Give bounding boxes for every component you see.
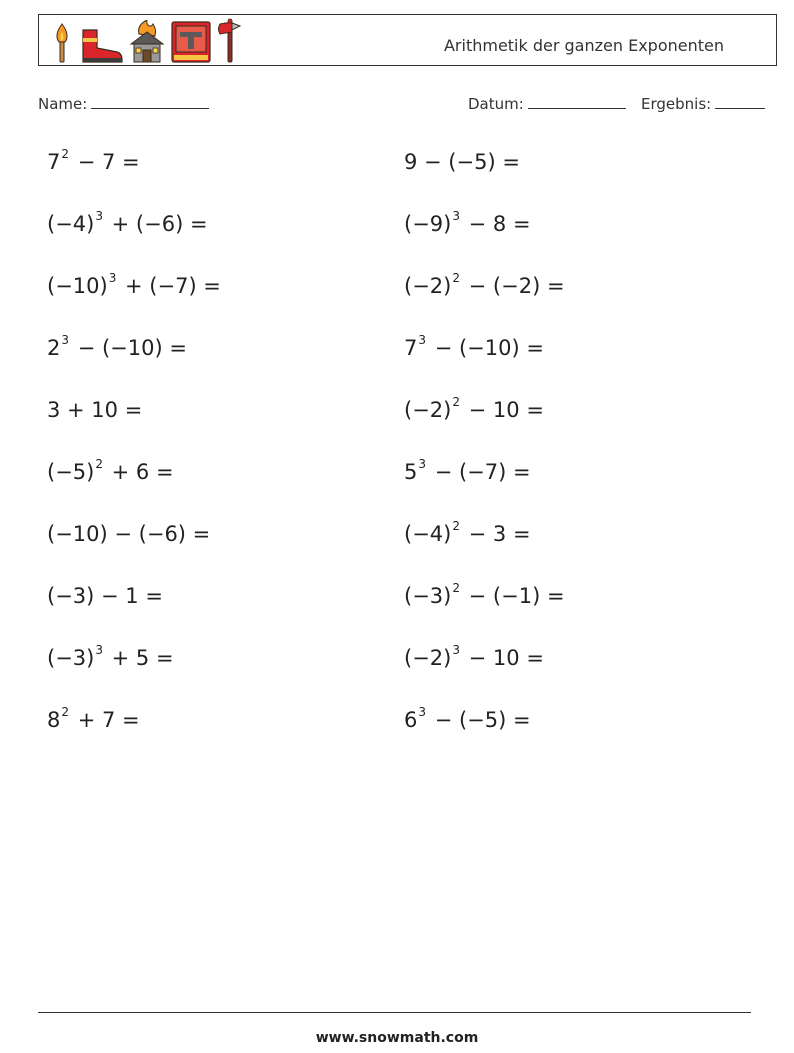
problem-item <box>47 705 140 732</box>
problem-row <box>47 202 767 264</box>
problem-rest: + 6 = <box>104 460 174 484</box>
problem-row <box>47 326 767 388</box>
problem-item <box>47 398 142 422</box>
fire-boot-icon <box>79 28 123 64</box>
problem-base: 7 <box>47 150 61 174</box>
problem-rest: + (−7) = <box>118 274 221 298</box>
result-label: Ergebnis: <box>641 95 712 113</box>
problem-item <box>404 705 531 732</box>
problem-rest: − (−7) = <box>428 460 531 484</box>
problem-base: 9 − (−5) = <box>404 150 520 174</box>
problem-item <box>404 643 544 670</box>
problem-exponent: 3 <box>108 271 117 285</box>
problem-item <box>47 209 208 236</box>
problem-exponent: 3 <box>95 209 103 223</box>
problem-base: (−4) <box>47 212 95 236</box>
problem-item <box>404 333 544 360</box>
problem-rest: − (−2) = <box>461 274 565 298</box>
problem-exponent: 3 <box>95 643 103 657</box>
problem-rest: − 3 = <box>461 522 531 546</box>
problem-rest: + 7 = <box>71 708 140 732</box>
problem-base: (−3) <box>47 646 95 670</box>
problem-item <box>47 522 210 546</box>
problem-exponent: 2 <box>452 271 460 285</box>
problem-base: (−3) − 1 = <box>47 584 163 608</box>
problem-base: 7 <box>404 336 418 360</box>
problem-rest: − (−10) = <box>71 336 187 360</box>
problem-base: 8 <box>47 708 61 732</box>
worksheet-title: Arithmetik der ganzen Exponenten <box>443 36 724 55</box>
problem-base: 5 <box>404 460 418 484</box>
problem-item <box>404 581 565 608</box>
problem-item <box>47 333 187 360</box>
problem-exponent: 2 <box>452 581 460 595</box>
name-field[interactable] <box>38 94 209 113</box>
problem-item <box>47 457 174 484</box>
problem-exponent: 2 <box>452 519 460 533</box>
problem-base: 6 <box>404 708 418 732</box>
date-field[interactable] <box>468 94 626 113</box>
name-blank-line[interactable] <box>91 94 209 109</box>
problem-exponent: 3 <box>418 457 427 471</box>
problem-row <box>47 698 767 760</box>
problem-rest: + (−6) = <box>104 212 208 236</box>
problem-rest: − 8 = <box>461 212 531 236</box>
problem-exponent: 2 <box>61 147 70 161</box>
problem-row <box>47 574 767 636</box>
problem-row <box>47 636 767 698</box>
header-box <box>38 14 777 66</box>
match-icon <box>51 20 73 64</box>
name-label: Name: <box>38 95 88 113</box>
problem-rest: − (−10) = <box>428 336 544 360</box>
problem-rest: − 7 = <box>71 150 140 174</box>
problem-base: (−5) <box>47 460 95 484</box>
problem-row <box>47 388 767 450</box>
problem-exponent: 3 <box>452 209 460 223</box>
problem-item <box>47 643 174 670</box>
problem-base: (−10) <box>47 274 108 298</box>
problem-base: (−2) <box>404 646 452 670</box>
footer-url: www.snowmath.com <box>315 1030 479 1046</box>
problem-row <box>47 450 767 512</box>
problem-base: (−3) <box>404 584 452 608</box>
problem-base: 2 <box>47 336 61 360</box>
problem-rest: − 10 = <box>461 398 544 422</box>
problem-base: (−2) <box>404 398 452 422</box>
problem-base: (−4) <box>404 522 452 546</box>
problem-item <box>47 147 140 174</box>
problem-rest: − 10 = <box>461 646 544 670</box>
icon-strip <box>51 18 243 64</box>
problem-grid <box>47 140 767 760</box>
problem-item <box>404 150 520 174</box>
problem-exponent: 2 <box>452 395 460 409</box>
problem-row <box>47 512 767 574</box>
problem-item <box>404 395 544 422</box>
problem-base: 3 + 10 = <box>47 398 143 422</box>
fire-axe-icon <box>217 18 243 64</box>
problem-rest: − (−5) = <box>428 708 531 732</box>
problem-item <box>404 457 531 484</box>
problem-base: (−10) − (−6) = <box>47 522 211 546</box>
fire-alarm-icon <box>171 20 211 64</box>
problem-item <box>47 271 221 298</box>
date-blank-line[interactable] <box>528 94 626 109</box>
date-label: Datum: <box>468 95 524 113</box>
problem-item <box>404 519 531 546</box>
problem-exponent: 2 <box>61 705 70 719</box>
problem-exponent: 3 <box>452 643 460 657</box>
problem-exponent: 3 <box>418 705 427 719</box>
result-blank-line[interactable] <box>715 94 765 109</box>
problem-row <box>47 140 767 202</box>
problem-exponent: 3 <box>61 333 70 347</box>
problem-rest: + 5 = <box>104 646 174 670</box>
problem-base: (−9) <box>404 212 452 236</box>
problem-exponent: 2 <box>95 457 103 471</box>
problem-item <box>404 271 565 298</box>
problem-item <box>47 584 163 608</box>
burning-house-icon <box>129 20 165 64</box>
problem-item <box>404 209 531 236</box>
result-field[interactable] <box>641 94 765 113</box>
problem-exponent: 3 <box>418 333 427 347</box>
problem-base: (−2) <box>404 274 452 298</box>
footer-divider <box>38 1012 751 1013</box>
problem-row <box>47 264 767 326</box>
problem-rest: − (−1) = <box>461 584 565 608</box>
